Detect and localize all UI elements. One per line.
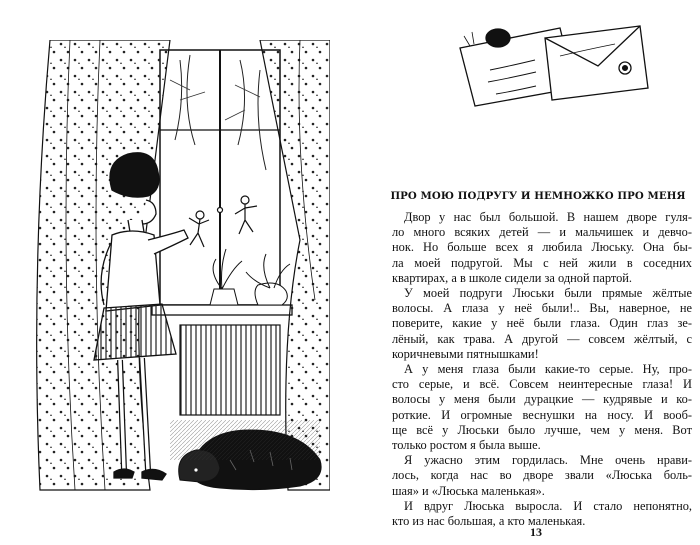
text-line: ще всё у Люськи было лучше, чем у меня. Вот	[392, 422, 692, 437]
text-line: Двор у нас был большой. В нашем дворе гуля-	[404, 210, 692, 224]
page-number: 13	[530, 525, 542, 539]
text-line: волосы у меня были дурацкие — кудрявые и ко-	[392, 392, 692, 407]
text-line: нок. Но больше всех я любила Люську. Она бы-	[392, 240, 692, 255]
text-line: сто серые, и всё. Совсем неинтересные глаза! И	[392, 377, 692, 392]
text-line: лось, когда нас во дворе звали «Люська боль-	[392, 468, 692, 483]
girl-at-window-illustration	[30, 40, 330, 500]
text-line: коричневыми пятнышками!	[392, 346, 539, 361]
text-line: кто из нас большая, а кто маленькая.	[392, 514, 586, 529]
text-line: ло много всяких детей — и мальчишек и девчо-	[392, 225, 692, 240]
text-line: лёный, как трава. А другой — совсем жёлтый, с	[392, 331, 692, 346]
text-line: Я ужасно этим гордилась. Мне очень нрави-	[404, 453, 692, 468]
text-line: поверите, какие у неё были глаза. Один глаз зе-	[392, 316, 692, 331]
text-line: И вдруг Люська выросла. И стало непонятно,	[404, 498, 692, 513]
right-page	[350, 0, 700, 545]
left-page	[0, 0, 340, 545]
text-line: А у меня глаза были какие-то серые. Ну, про-	[404, 362, 692, 377]
window	[152, 50, 292, 415]
text-line: шая» и «Люська маленькая».	[392, 483, 545, 498]
text-line: роткие. И огромные веснушки на носу. И вооб-	[392, 407, 692, 422]
text-line: ла моей подругой. Мы с ней жили в соседних	[392, 255, 692, 270]
chapter-body-text	[392, 210, 692, 529]
text-line: У моей подруги Люськи были прямые жёлтые	[404, 286, 692, 301]
text-line: волосы. А глаза у неё были!.. Вы, наверное, не	[392, 301, 692, 316]
text-line: только ростом я была выше.	[392, 438, 541, 453]
text-line: квартирах, а в школе сидели за одной партой.	[392, 270, 633, 285]
chapter-title: ПРО МОЮ ПОДРУГУ И НЕМНОЖКО ПРО МЕНЯ	[390, 190, 686, 202]
envelopes-illustration	[450, 8, 650, 108]
